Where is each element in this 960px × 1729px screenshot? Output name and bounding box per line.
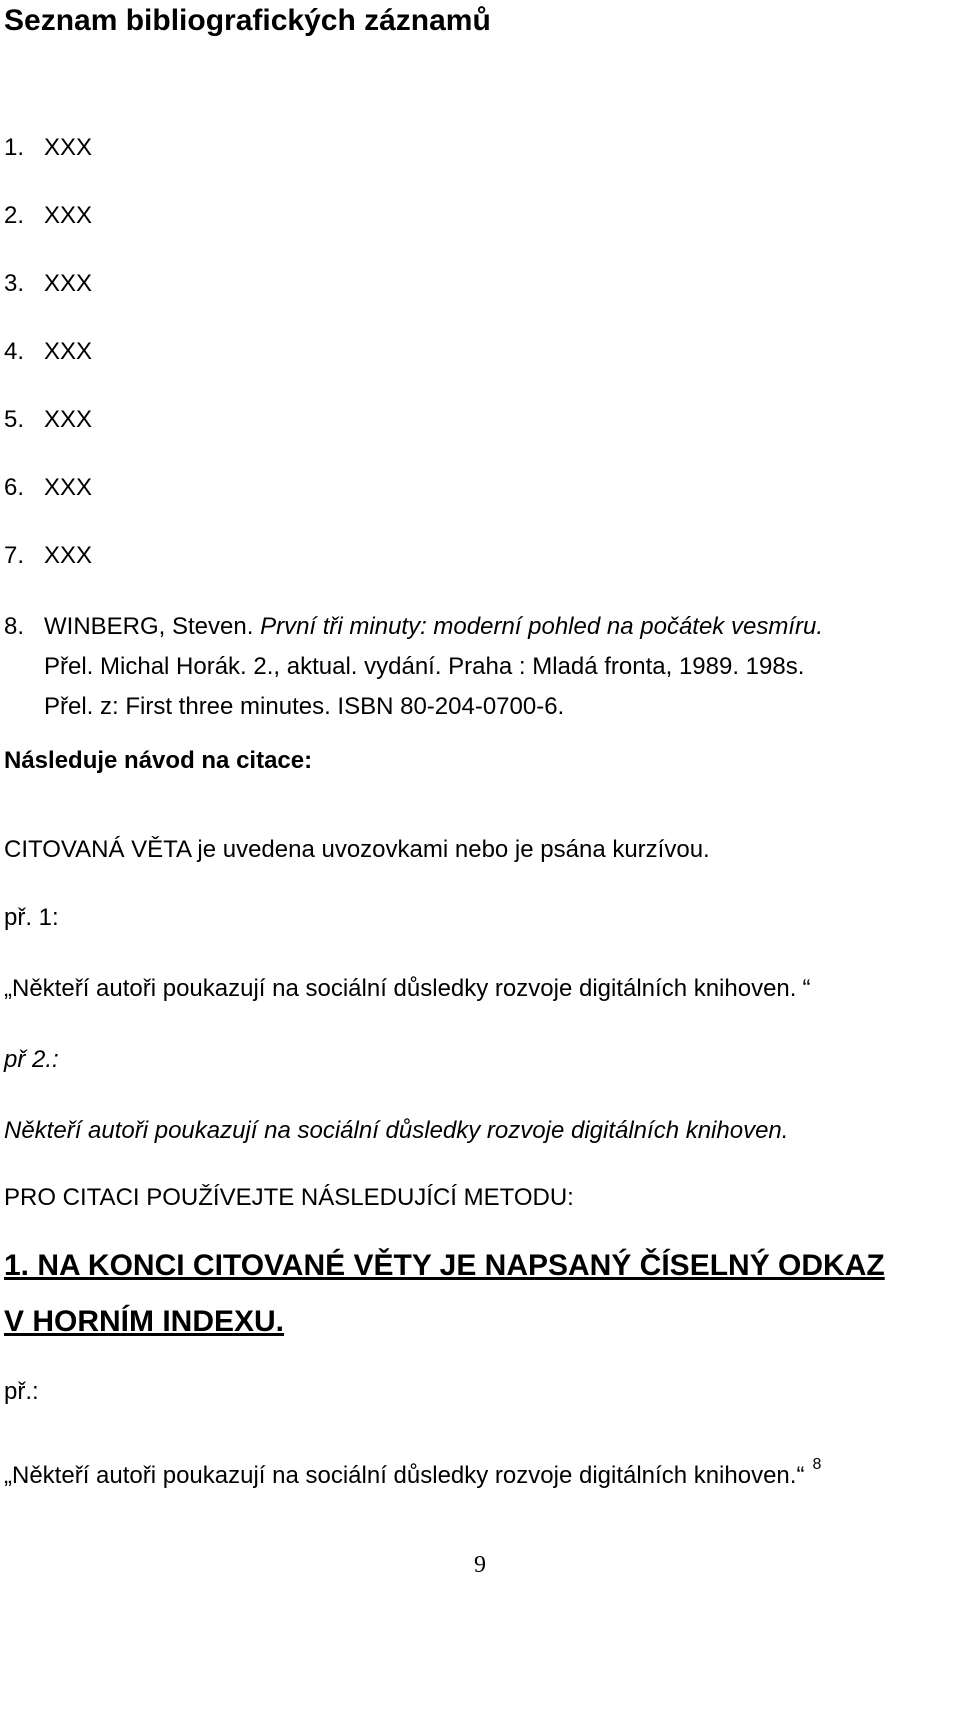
example-1-text: Někteří autoři poukazují na sociální důsledky rozvoje digitálních knihoven. [12, 975, 797, 1002]
list-item-number: 7. [4, 542, 25, 569]
example-1-label: př. 1: [4, 904, 59, 931]
close-quote: “ [802, 975, 811, 1002]
list-item-number: 3. [4, 270, 25, 297]
list-item [4, 201, 92, 231]
entry-author: WINBERG, Steven. [44, 613, 254, 640]
entry-isbn-line: Přel. z: First three minutes. ISBN 80-204-0700-6. [44, 693, 565, 720]
list-item-number: 5. [4, 406, 25, 433]
list-item [4, 269, 92, 299]
example-2-label: př 2.: [4, 1046, 59, 1073]
page-title: Seznam bibliografických záznamů [4, 4, 491, 37]
list-item [4, 405, 92, 435]
guide-heading: Následuje návod na citace: [4, 747, 313, 774]
list-item-text: XXX [44, 270, 93, 297]
example-1-quote [4, 974, 810, 1004]
list-item-number: 4. [4, 338, 25, 365]
open-quote: „ [4, 1462, 12, 1489]
list-item-number: 1. [4, 134, 25, 161]
list-item-number: 6. [4, 474, 25, 501]
list-item [4, 133, 92, 163]
rule-sentence: CITOVANÁ VĚTA je uvedena uvozovkami nebo je psána kurzívou. [4, 836, 710, 863]
list-item [4, 337, 92, 367]
close-quote: “ [796, 1462, 805, 1489]
list-item [4, 541, 92, 571]
example-3-label: př.: [4, 1378, 39, 1405]
method-rule-line-2: V HORNÍM INDEXU. [4, 1305, 285, 1338]
list-item-text: XXX [44, 406, 93, 433]
list-item-number: 8. [4, 613, 25, 640]
example-2-text: Někteří autoři poukazují na sociální důsledky rozvoje digitálních knihoven. [4, 1117, 789, 1144]
method-heading: PRO CITACI POUŽÍVEJTE NÁSLEDUJÍCÍ METODU: [4, 1184, 574, 1211]
example-3-text: Někteří autoři poukazují na sociální důsledky rozvoje digitálních knihoven. [12, 1462, 797, 1489]
page-number: 9 [474, 1552, 486, 1578]
entry-book-title: První tři minuty: moderní pohled na počátek vesmíru. [260, 613, 823, 640]
method-rule-line-1: 1. NA KONCI CITOVANÉ VĚTY JE NAPSANÝ ČÍSELNÝ ODKAZ [4, 1249, 885, 1282]
list-item-text: XXX [44, 542, 93, 569]
list-item-number: 2. [4, 202, 25, 229]
bibliography-entry [4, 612, 823, 642]
open-quote: „ [4, 975, 12, 1002]
footnote-reference: 8 [812, 1456, 822, 1473]
list-item-text: XXX [44, 134, 93, 161]
list-item-text: XXX [44, 474, 93, 501]
list-item-text: XXX [44, 338, 93, 365]
list-item-text: XXX [44, 202, 93, 229]
entry-publication-line: Přel. Michal Horák. 2., aktual. vydání. Praha : Mladá fronta, 1989. 198s. [44, 653, 805, 680]
example-3-quote [4, 1450, 821, 1491]
list-item [4, 473, 92, 503]
